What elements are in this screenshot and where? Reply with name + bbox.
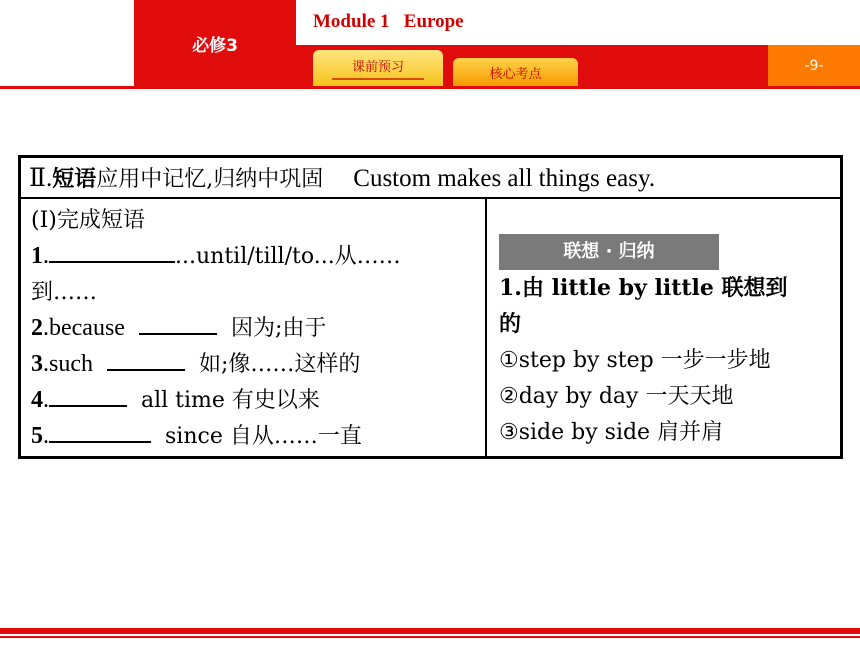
association-item-3 xyxy=(499,414,834,450)
section-title-rest: 应用中记忆,归纳中巩固 xyxy=(96,167,324,192)
association-item-1 xyxy=(499,342,834,378)
item-number: 3 xyxy=(31,351,43,377)
association-item-text: ③side by side 肩并肩 xyxy=(499,420,724,445)
answer-blank[interactable] xyxy=(139,311,217,335)
module-title: Module 1 Europe xyxy=(313,11,464,32)
phrase-item-1-cont xyxy=(31,274,481,310)
association-lead xyxy=(499,270,834,306)
item-text-cont: 到…… xyxy=(31,280,98,305)
section-roman: Ⅱ. xyxy=(29,165,53,192)
item-prefix: .because xyxy=(43,315,125,341)
item-prefix: . xyxy=(43,423,49,449)
left-subtitle xyxy=(31,202,481,238)
tab-preview[interactable] xyxy=(313,50,443,86)
phrase-item-5 xyxy=(31,418,481,454)
left-column xyxy=(31,202,481,454)
association-tag: 联想 · 归纳 xyxy=(499,234,719,270)
item-text: since 自从……一直 xyxy=(165,424,362,449)
item-number: 2 xyxy=(31,315,43,341)
association-item-2 xyxy=(499,378,834,414)
association-item-text: ②day by day 一天天地 xyxy=(499,384,734,409)
section-title xyxy=(21,158,840,199)
item-prefix: . xyxy=(43,243,49,269)
header-blank xyxy=(0,0,134,86)
item-number: 5 xyxy=(31,423,43,449)
phrase-table xyxy=(18,155,843,459)
tab-core-points-label: 核心考点 xyxy=(489,66,542,82)
answer-blank[interactable] xyxy=(107,347,185,371)
association-lead-text: 1.由 little by little 联想到 xyxy=(499,275,788,301)
answer-blank[interactable] xyxy=(49,383,127,407)
association-item-text: ①step by step 一步一步地 xyxy=(499,348,771,373)
item-text: ...until/till/to...从…… xyxy=(175,244,401,269)
item-prefix: .such xyxy=(43,351,93,377)
footer-divider xyxy=(0,628,860,634)
section-motto: Custom makes all things easy. xyxy=(353,165,656,192)
answer-blank[interactable] xyxy=(49,419,151,443)
item-number: 1 xyxy=(31,243,43,269)
column-divider xyxy=(485,199,487,456)
header-divider xyxy=(0,86,860,89)
tab-core-points[interactable] xyxy=(453,58,578,86)
page-number: -9- xyxy=(768,45,860,86)
phrase-item-2 xyxy=(31,310,481,346)
tab-preview-label: 课前预习 xyxy=(332,56,424,80)
item-prefix: . xyxy=(43,387,49,413)
book-label: 必修3 xyxy=(134,0,296,86)
phrase-item-1 xyxy=(31,238,481,274)
association-lead-cont xyxy=(499,306,834,342)
answer-blank[interactable] xyxy=(49,239,175,263)
item-text: 如;像……这样的 xyxy=(199,352,361,377)
item-text: 因为;由于 xyxy=(230,316,327,341)
phrase-item-3 xyxy=(31,346,481,382)
association-lead-cont-text: 的 xyxy=(499,311,522,337)
phrase-item-4 xyxy=(31,382,481,418)
footer-divider-thin xyxy=(0,636,860,638)
right-column xyxy=(499,202,834,450)
item-text: all time 有史以来 xyxy=(141,388,320,413)
left-subtitle-text: (Ⅰ)完成短语 xyxy=(31,208,145,233)
item-number: 4 xyxy=(31,387,43,413)
section-title-bold: 短语 xyxy=(52,166,97,192)
